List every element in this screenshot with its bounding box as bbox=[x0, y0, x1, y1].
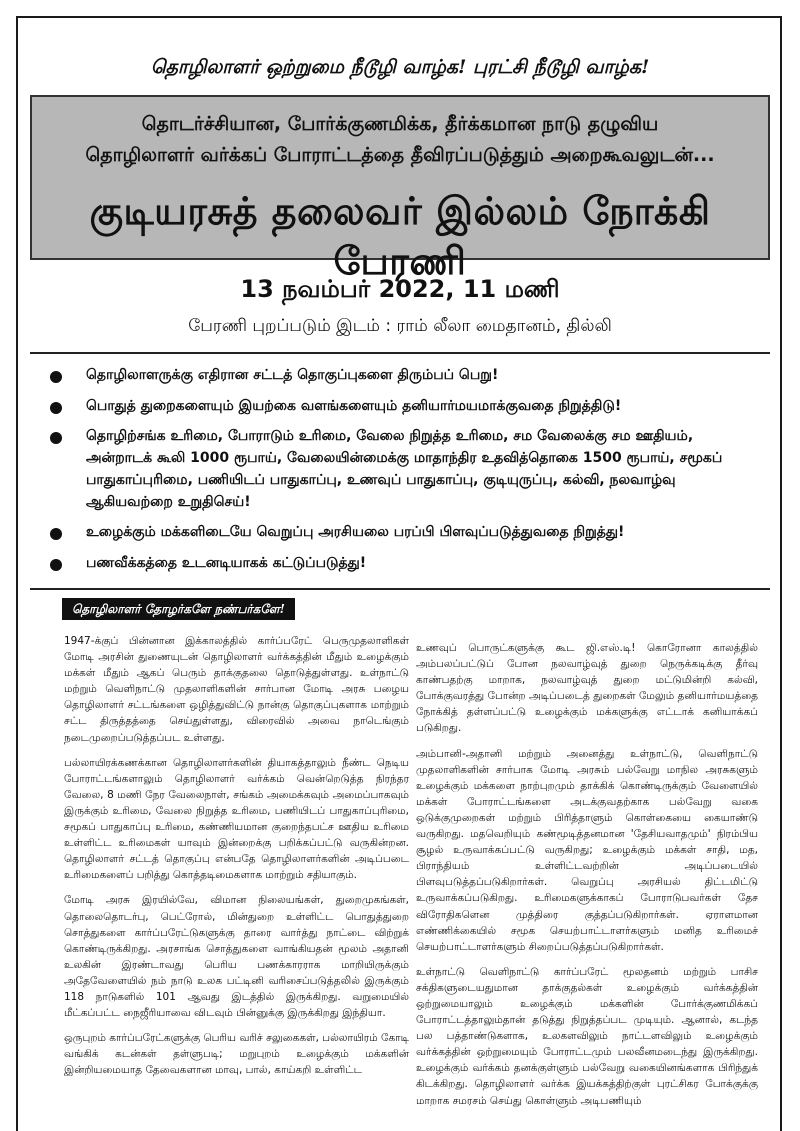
bullet-icon bbox=[50, 528, 62, 540]
bullet-icon bbox=[50, 371, 62, 383]
demand-item: பணவீக்கத்தை உடனடியாகக் கட்டுப்படுத்து! bbox=[40, 553, 760, 575]
bullet-icon bbox=[50, 559, 62, 571]
headline-banner bbox=[30, 95, 770, 283]
top-slogan: தொழிலாளர் ஒற்றுமை நீடூழி வாழ்க! புரட்சி நீடூழி வாழ்க! bbox=[150, 56, 650, 78]
paragraph: 1947-க்குப் பின்னான இக்காலத்தில் கார்ப்பரேட் பெருமுதலாளிகள் மோடி அரசின் துணையுடன் தொழிலாளர் வர்க்கத்தின் மீதும் உழைக்கும் மக்கள் மீதும் ஆகப் பெரும் தாக்குதலை தொடுத்துள்ளது. உள்நாட்டு மற்றும் வெளிநாட்டு முதலாளிகளின் சார்பான மோடி அரசு பழைய தொழிலாளர் சட்டங்களை ஒழித்துவிட்டு நான்கு தொகுப்புகளாக மாற்றும் சட்ட திருத்தத்தை செய்துள்ளது, விரைவில் அவை நாடெங்கும் நடைமுறைப்படுத்தப்பட உள்ளது. bbox=[64, 635, 409, 744]
bullet-icon bbox=[50, 402, 62, 414]
demand-item: பொதுத் துறைகளையும் இயற்கை வளங்களையும் தனியார்மயமாக்குவதை நிறுத்திடு! bbox=[40, 396, 760, 418]
demand-item: உழைக்கும் மக்களிடையே வெறுப்பு அரசியலை பரப்பி பிளவுப்படுத்துவதை நிறுத்து! bbox=[40, 522, 760, 544]
demands-list bbox=[40, 365, 760, 584]
divider-bottom bbox=[30, 588, 770, 590]
banner-headline: குடியரசுத் தலைவர் இல்லம் நோக்கி பேரணி bbox=[89, 189, 711, 283]
event-datetime: 13 நவம்பர் 2022, 11 மணி bbox=[240, 275, 560, 303]
paragraph: ஒருபுறம் கார்ப்பரேட்களுக்கு பெரிய வரிச் சலுகைகள், பல்லாயிரம் கோடி வங்கிக் கடன்கள் தள்ளுபடி; மறுபுறம் உழைக்கும் மக்களின் இன்றியமையாத தேவைகளான மாவு, பால், காய்கறி உள்ளிட்ட bbox=[64, 1032, 409, 1077]
body-column-left bbox=[64, 633, 409, 1087]
demand-item: தொழிலாளருக்கு எதிரான சட்டத் தொகுப்புகளை திரும்பப் பெறு! bbox=[40, 365, 760, 387]
divider-top bbox=[30, 352, 770, 354]
demand-item: தொழிற்சங்க உரிமை, போராடும் உரிமை, வேலை நிறுத்த உரிமை, சம வேலைக்கு சம ஊதியம், அன்றாடக் கூலி 1000 ரூபாய், வேலையின்மைக்கு மாதாந்திர உதவித்தொகை 1500 ரூபாய், சமூகப் பாதுகாப்புரிமை, பணியிடப் பாதுகாப்பு, உணவுப் பாதுகாப்பு, குடியுருப்பு, கல்வி, நலவாழ்வு ஆகியவற்றை உறுதிசெய்! bbox=[40, 426, 760, 513]
appeal-heading: தொழிலாளர் தோழர்களே நண்பர்களே! bbox=[62, 598, 295, 620]
event-venue: பேரணி புறப்படும் இடம் : ராம் லீலா மைதானம், தில்லி bbox=[188, 316, 612, 336]
paragraph: உள்நாட்டு வெளிநாட்டு கார்ப்பரேட் மூலதனம் மற்றும் பாசிச சக்திகளுடையதுமான தாக்குதல்கள் உழைக்கும் வர்க்கத்தின் ஒற்றுமையாலும் உழைக்கும் மக்களின் போர்க்குணமிக்கப் போராட்டத்தாலும்தான் தடுத்து நிறுத்தப்பட முடியும். ஆனால், கடந்த பல பத்தாண்டுகளாக, உலகளவிலும் நாட்டளவிலும் உழைக்கும் வர்க்கத்தின் ஒற்றுமையும் போராட்டமும் பலவீனமடைந்து இருக்கிறது. உழைக்கும் வர்க்கம் தனக்குள்ளும் பல்வேறு வகையினங்களாக பிரிந்துக் கிடக்கிறது. தொழிலாளர் வர்க்க இயக்கத்திற்குள் புரட்சிகர போக்குக்கு மாறாக சமரசம் செய்து கொள்ளும் அடிபணியும் bbox=[416, 965, 758, 1107]
paragraph: உணவுப் பொருட்களுக்கு கூட ஜி.எஸ்.டி! கொரோனா காலத்தில் அம்பலப்பட்டுப் போன நலவாழ்வுத் துறை நெருக்கடிக்கு தீர்வு காண்பதற்கு மாறாக, நலவாழ்வுத் துறை மட்டுமின்றி கல்வி, போக்குவரத்து போன்ற அடிப்படைத் துறைகள் மேலும் தனியார்மயத்தை நோக்கித் தள்ளப்பட்டு உழைக்கும் மக்களுக்கு எட்டாக் கனியாக்கப் படுகிறது. bbox=[416, 642, 758, 735]
banner-line-2: தொழிலாளர் வர்க்கப் போராட்டத்தை தீவிரப்படுத்தும் அறைகூவலுடன்... bbox=[85, 144, 715, 166]
paragraph: மோடி அரசு இரயில்வே, விமான நிலையங்கள், துறைமுகங்கள், தொலைதொடர்பு, பெட்ரோல், மின்துறை உள்ளிட்ட பொதுத்துறை சொத்துகளை கார்ப்பரேட்டுகளுக்கு தாரை வார்த்து நாட்டை விற்றுக் கொண்டிருக்கிறது. அரசாங்க சொத்துகளை வாங்கியதன் மூலம் அதானி உலகின் இரண்டாவது பெரிய பணக்காரராக மாறியிருக்கும் அதேவேளையில் நம் நாடு உலக பட்டினி வரிசைப்படுத்தலில் இருக்கும் 118 நாடுகளில் 101 ஆவது இடத்தில் இருக்கிறது. வறுமையில் மீட்கப்பட்ட நைஜீரியாவை விடவும் பின்னுக்கு இருக்கிறது இந்தியா. bbox=[64, 894, 409, 1020]
bullet-icon bbox=[50, 432, 62, 444]
banner-line-1: தொடர்ச்சியான, போர்க்குணமிக்க, தீர்க்கமான நாடு தழுவிய bbox=[141, 113, 659, 135]
paragraph: பல்லாயிரக்கணக்கான தொழிலாளர்களின் தியாகத்தாலும் நீண்ட நெடிய போராட்டங்களாலும் தொழிலாளர் வர்க்கம் வென்றெடுத்த நிரந்தர வேலை, 8 மணி நேர வேலைநாள், சங்கம் அமைக்கவும் அமைப்பாகவும் இருக்கும் உரிமை, வேலை நிறுத்த உரிமை, பணியிடப் பாதுகாப்புரிமை, சமூகப் பாதுகாப்பு உரிமை, கண்ணியமான குறைந்தபட்ச ஊதிய உரிமை உள்ளிட்ட உரிமைகள் யாவும் இன்றைக்கு பறிக்கப்பட்டு வருகின்றன. தொழிலாளர் சட்டத் தொகுப்பு என்பதே தொழிலாளர்களின் அடிப்படை உரிமைகளைப் பறித்து கொத்தடிமைகளாக மாற்றும் சதியாகும். bbox=[64, 756, 409, 882]
body-column-right bbox=[416, 640, 758, 1118]
paragraph: அம்பானி-அதானி மற்றும் அனைத்து உள்நாட்டு, வெளிநாட்டு முதலாளிகளின் சார்பாக மோடி அரசும் பல்வேறு மாநில அரசுகளும் உழைக்கும் மக்களை நாற்புறமும் தாக்கிக் கொண்டிருக்கும் வேளையில் மக்கள் போராட்டங்களை அடக்குவதற்காக பல்வேறு வகை ஒடுக்குமுறைகள் மற்றும் பிரித்தாளும் கொள்கையை கையாண்டு வருகிறது. மதவெறியும் கண்மூடித்தனமான 'தேசியவாதமும்' நிரம்பிய சூழல் உருவாக்கப்பட்டு வருகிறது; உழைக்கும் மக்கள் சாதி, மத, பிராந்தியம் உள்ளிட்டவற்றின் அடிப்படையில் பிளவுபடுத்தப்படுகிறார்கள். வெறுப்பு அரசியல் திட்டமிட்டு உருவாக்கப்படுகிறது. உரிமைகளுக்காகப் போராடுபவர்கள் தேச விரோதிகளென முத்திரை குத்தப்படுகிறார்கள். ஏராளமான எண்ணிக்கையில் சமூக செயற்பாட்டாளர்களும் மனித உரிமைச் செயற்பாட்டாளர்களும் சிறைப்படுத்தப்படுகிறார்கள். bbox=[416, 747, 758, 953]
